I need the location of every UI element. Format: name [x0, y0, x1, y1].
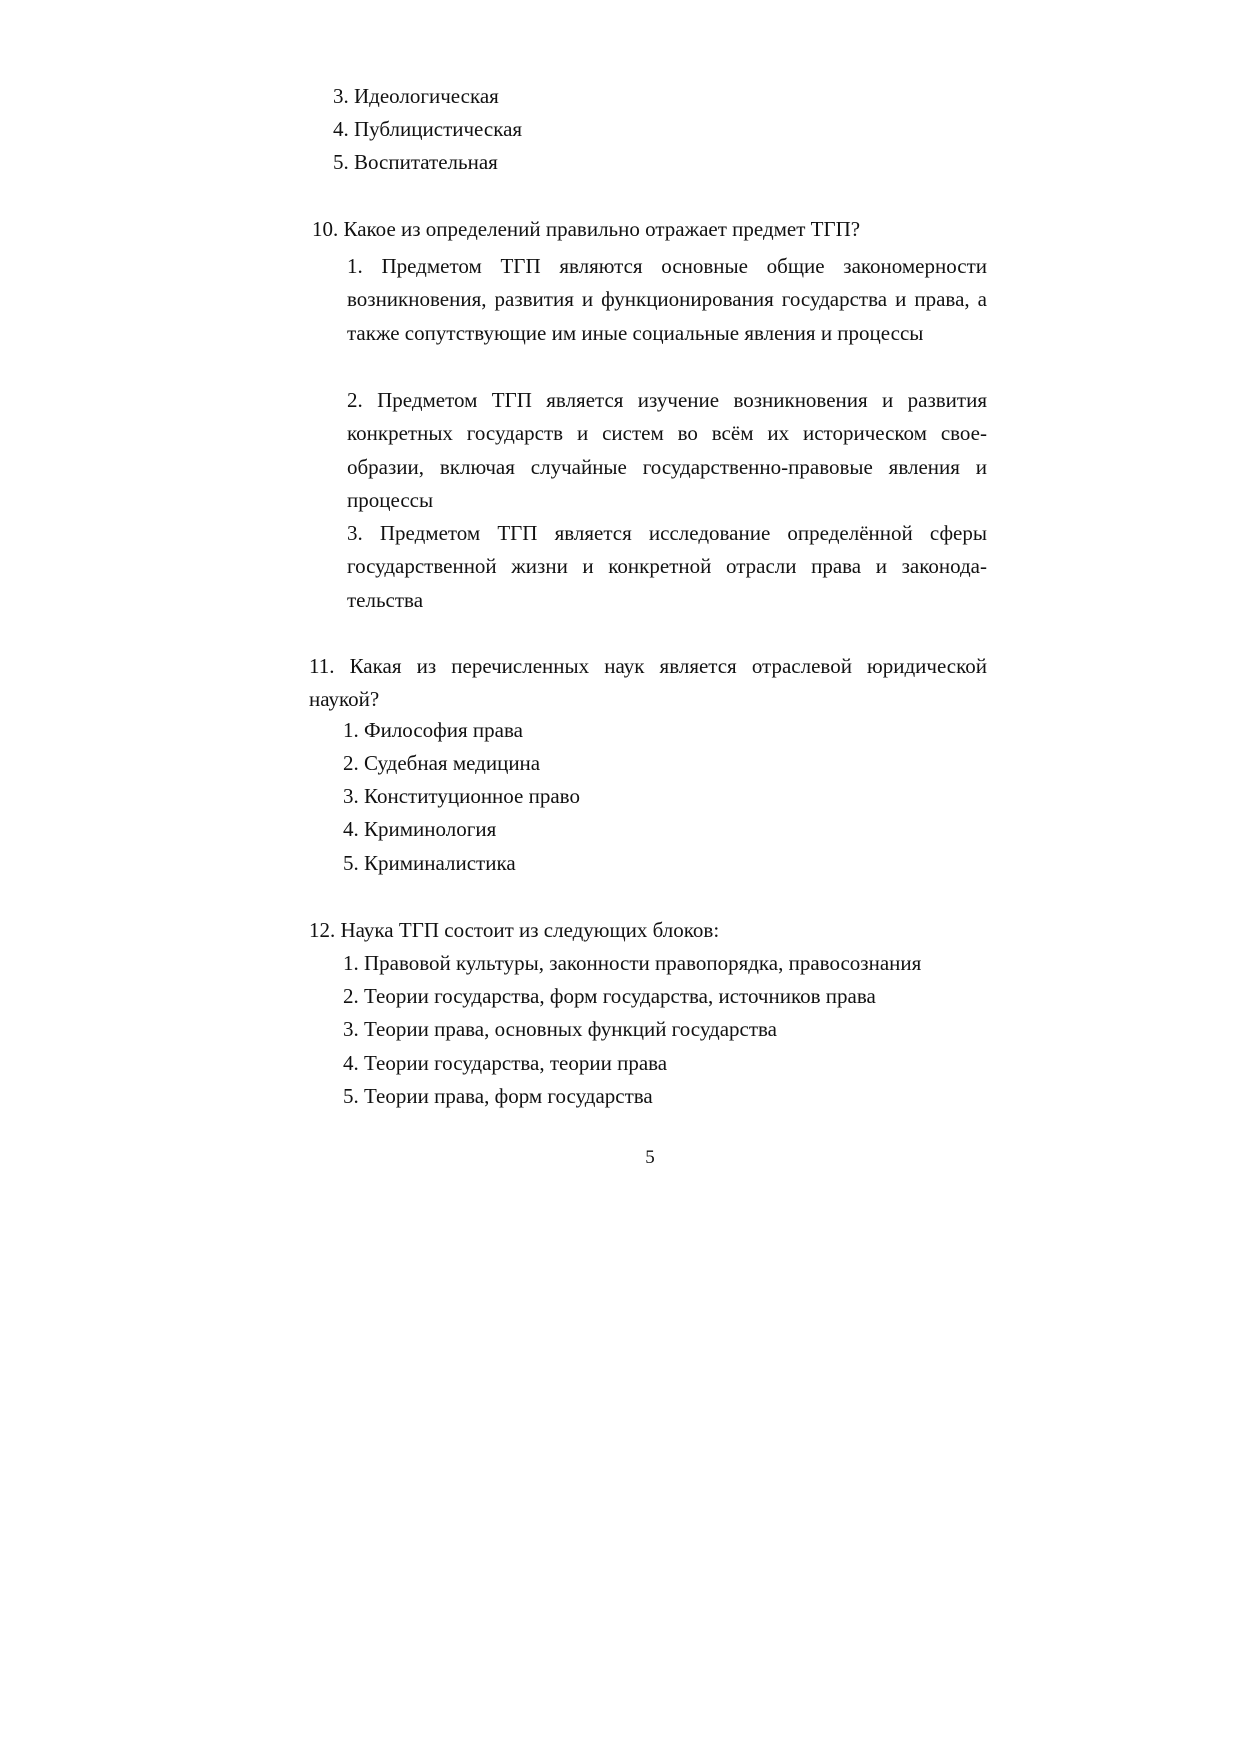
- question-11: 11. Какая из перечисленных наук является отраслевой юридической наукой?: [309, 654, 987, 712]
- page-number: 5: [645, 1147, 655, 1168]
- q11-option-5: 5. Криминалистика: [343, 851, 516, 875]
- q10-option-2: 2. Предметом ТГП является изучение возникновения и развития конкретных государств и систем во всём их историческом своеобразии, включая случайные государственно-правовые явления и процессы: [347, 388, 987, 513]
- question-12: 12. Наука ТГП состоит из следующих блоков:: [309, 918, 720, 942]
- q12-option-5: 5. Теории права, форм государства: [343, 1084, 653, 1108]
- q11-option-1: 1. Философия права: [343, 718, 523, 742]
- continued-option-3: 3. Идеологическая: [333, 84, 499, 108]
- q12-option-2: 2. Теории государства, форм государства, источников права: [343, 984, 876, 1008]
- q12-option-1: 1. Правовой культуры, законности правопорядка, правосознания: [343, 951, 922, 975]
- q12-option-3: 3. Теории права, основных функций государства: [343, 1017, 777, 1041]
- q10-option-1: 1. Предметом ТГП являются основные общие закономерности возникновения, развития и функционирования государства и права, а также сопутствующие им иные социальные явления и процессы: [347, 254, 987, 345]
- q12-option-4: 4. Теории государства, теории права: [343, 1051, 668, 1075]
- continued-option-4: 4. Публицистическая: [333, 117, 523, 141]
- q11-option-2: 2. Судебная медицина: [343, 751, 541, 775]
- continued-option-5: 5. Воспитательная: [333, 150, 498, 174]
- question-10: 10. Какое из определений правильно отражает предмет ТГП?: [312, 217, 861, 241]
- q10-option-3: 3. Предметом ТГП является исследование определённой сферы государственной жизни и конкретной отрасли права и законодательства: [347, 521, 987, 612]
- q11-option-4: 4. Криминология: [343, 817, 497, 841]
- q11-option-3: 3. Конституционное право: [343, 784, 580, 808]
